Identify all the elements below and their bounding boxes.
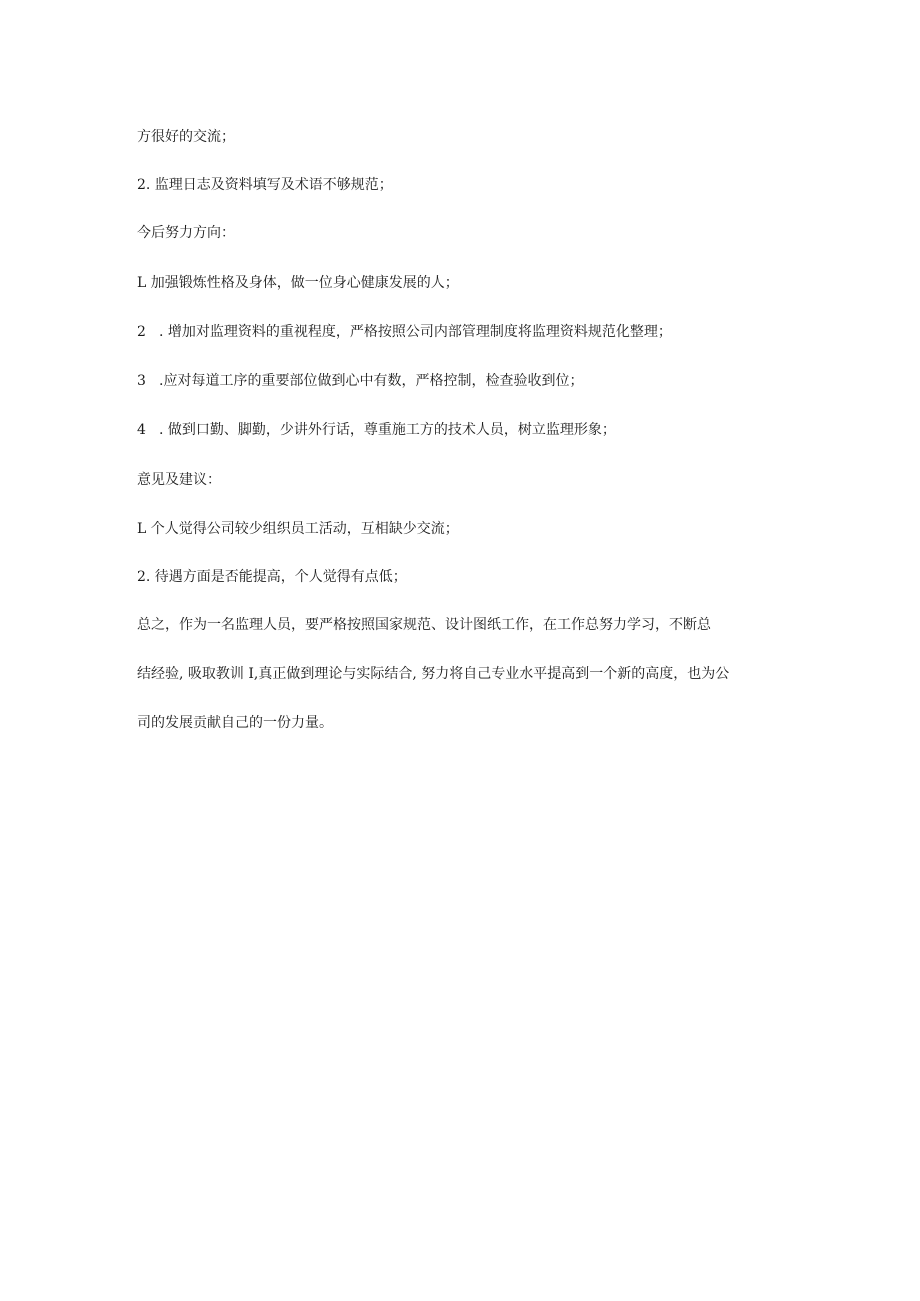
line-text: 总之，作为一名监理人员，要严格按照国家规范、设计图纸工作，在工作总努力学习，不断总 <box>137 617 711 633</box>
line-text: 监理日志及资料填写及术语不够规范； <box>150 177 393 193</box>
list-item <box>137 322 797 342</box>
line-text: 加强锻炼性格及身体，做一位身心健康发展的人； <box>146 275 459 291</box>
list-number: 2 <box>137 324 146 340</box>
line-text: 司的发展贡献自己的一份力量。 <box>137 715 333 731</box>
section-heading <box>137 470 797 490</box>
list-number: 4 <box>137 422 146 438</box>
paragraph-line <box>137 664 797 684</box>
list-item <box>137 273 797 293</box>
list-item <box>137 420 797 440</box>
list-item <box>137 519 797 539</box>
line-text: 今后努力方向： <box>137 225 235 241</box>
section-heading <box>137 223 797 243</box>
list-number: 2. <box>137 569 151 585</box>
line-text: . 做到口勤、脚勤，少讲外行话，尊重施工方的技术人员，树立监理形象； <box>159 422 616 438</box>
line-text: 意见及建议： <box>137 472 221 488</box>
line-text: . 增加对监理资料的重视程度，严格按照公司内部管理制度将监理资料规范化整理； <box>159 324 672 340</box>
list-item <box>137 567 797 587</box>
line-text: 方很好的交流； <box>137 129 235 145</box>
text-line <box>137 127 797 147</box>
paragraph-line <box>137 615 797 635</box>
list-number: 2. <box>137 177 151 193</box>
line-text: .应对每道工序的重要部位做到心中有数，严格控制，检查验收到位； <box>159 373 584 389</box>
paragraph-line <box>137 713 797 733</box>
list-number: L <box>137 521 147 537</box>
list-item <box>137 175 797 195</box>
line-text: 结经验, 吸取教训 I,真正做到理论与实际结合, 努力将自己专业水平提高到一个新的高度，也为公 <box>137 666 730 682</box>
line-text: 个人觉得公司较少组织员工活动，互相缺少交流； <box>146 521 459 537</box>
list-number: L <box>137 275 147 291</box>
line-text: 待遇方面是否能提高，个人觉得有点低； <box>150 569 407 585</box>
list-number: 3 <box>137 373 146 389</box>
list-item <box>137 371 797 391</box>
